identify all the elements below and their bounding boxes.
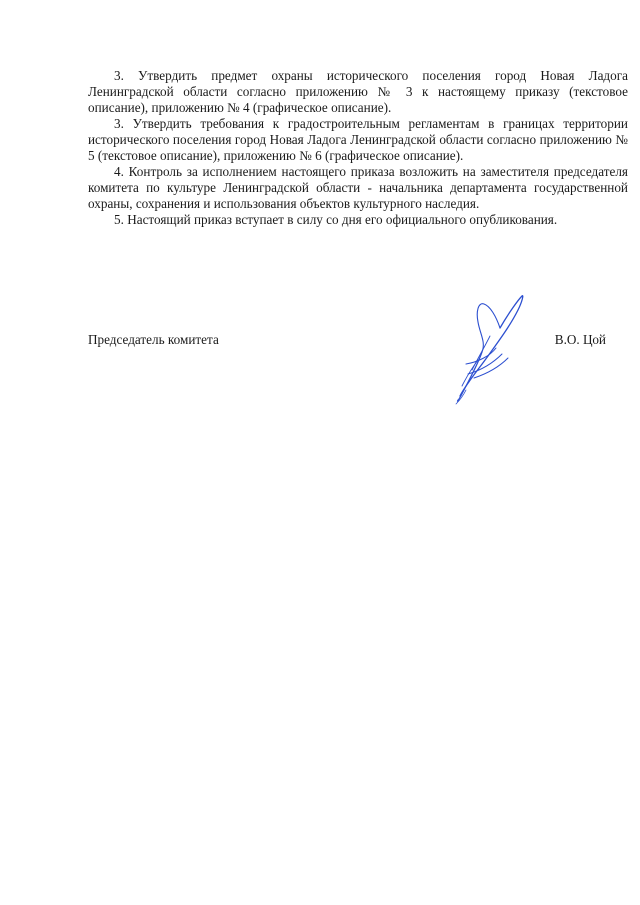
signatory-title: Председатель комитета <box>88 332 219 347</box>
paragraph-item-4-control: 4. Контроль за исполнением настоящего приказа возложить на заместителя председателя комитета по культуре Ленинградской области - начальника департамента государственной охраны, сохранения и использования объектов культурного наследия. <box>88 164 628 211</box>
paragraph-item-3-requirements: 3. Утвердить требования к градостроительным регламентам в границах территории исторического поселения город Новая Ладога Ленинградской области согласно приложению № 5 (текстовое описание), приложению № 6 (графическое описание). <box>88 116 628 163</box>
document-body <box>88 68 628 228</box>
handwritten-signature <box>438 292 548 408</box>
signatory-name: В.О. Цой <box>554 332 606 347</box>
paragraph-item-5-effective: 5. Настоящий приказ вступает в силу со дня его официального опубликования. <box>114 212 558 227</box>
paragraph-item-3-subject: 3. Утвердить предмет охраны исторического поселения город Новая Ладога Ленинградской области согласно приложению № 3 к настоящему приказу (текстовое описание), приложению № 4 (графическое описание). <box>88 68 628 115</box>
